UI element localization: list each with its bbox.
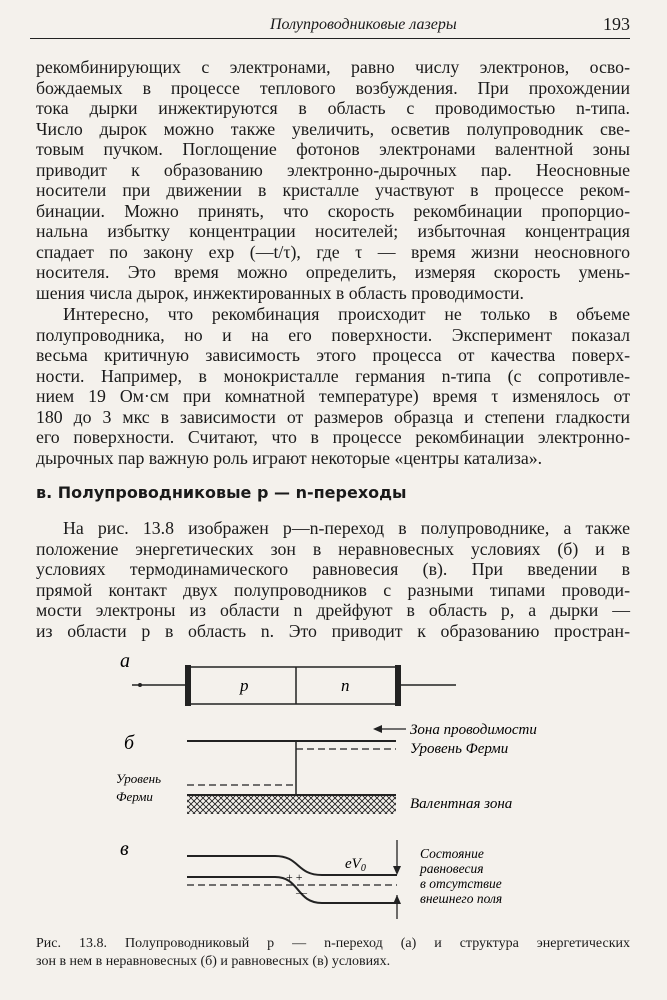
- equilibrium-label-1: Состояние: [420, 846, 484, 861]
- text-line: 180 до 3 мкс в зависимости от размеров образца и степени гладкости: [36, 406, 630, 427]
- paragraph-2: [36, 304, 630, 468]
- potential-label: $eV_0$: [345, 856, 366, 874]
- text-line: его поверхности. Считают, что в процессе рекомбинации электронно-: [36, 427, 630, 448]
- valence-band-hatch: [187, 796, 396, 814]
- caption-line: зон в нем в неравновесных (б) и равновесных (в) условиях.: [36, 954, 391, 969]
- conduction-band-label: Зона проводимости: [410, 722, 537, 738]
- text-line: из области p в область n. Это приводит к образованию простран-: [36, 620, 630, 641]
- right-electrode: [395, 665, 401, 706]
- text-line: прямой контакт двух полупроводников с разными типами проводи-: [36, 579, 630, 600]
- text-line: приводит к образованию электронно-дырочных пар. Неосновные: [36, 159, 630, 180]
- fermi-level-right-label: Уровень Ферми: [410, 741, 509, 757]
- text-line: На рис. 13.8 изображен p—n-переход в полупроводнике, а также: [63, 518, 630, 538]
- caption-line: Рис. 13.8. Полупроводниковый p — n-переход (а) и структура энергетических: [36, 936, 630, 951]
- text-line: полупроводника, но и на его поверхности. Эксперимент показал: [36, 324, 630, 345]
- minus-signs: —: [296, 887, 307, 899]
- label-a: а: [120, 650, 130, 672]
- crystal-body: [187, 667, 397, 704]
- text-line: мости электроны из области n дрейфуют в область p, а дырки —: [36, 600, 630, 621]
- pn-junction-diagram: [110, 645, 580, 935]
- text-line: дырочных пар важную роль играют некоторые «центры катализа».: [36, 447, 543, 468]
- region-n: n: [341, 676, 350, 695]
- plus-signs: + +: [286, 870, 303, 884]
- left-terminal: [138, 683, 142, 687]
- text-line: бинации. Можно принять, что скорость рекомбинации пропорцио-: [36, 200, 630, 221]
- text-line: ности. Например, в монокристалле германия n-типа (с сопротивле-: [36, 365, 630, 386]
- text-line: бождаемых в процессе теплового возбуждения. При прохождении: [36, 77, 630, 98]
- left-electrode: [185, 665, 191, 706]
- text-line: носителя. Это время можно определить, измеряя скорость умень-: [36, 262, 630, 283]
- section-heading: в. Полупроводниковые p — n-переходы: [36, 483, 407, 502]
- text-line: положение энергетических зон в неравновесных условиях (б) и в: [36, 538, 630, 559]
- text-line: нием 19 Ом·см при комнатной температуре) время τ изменялось от: [36, 386, 630, 407]
- fermi-level-left-label-1: Уровень: [116, 771, 162, 786]
- text-line: нальна избытку концентрации носителей; избыточная концентрация: [36, 221, 630, 242]
- figure-caption: [36, 935, 630, 971]
- equilibrium-label-3: в отсутствие: [420, 876, 502, 891]
- arrow-up-icon: [393, 895, 401, 904]
- equilibrium-label-4: внешнего поля: [420, 891, 503, 906]
- text-line: условиях термодинамического равновесия (в). При введении в: [36, 559, 630, 580]
- running-title: Полупроводниковые лазеры: [270, 16, 457, 33]
- text-line: товым пучком. Поглощение фотонов электронами валентной зоны: [36, 139, 630, 160]
- fermi-level-left-label-2: Ферми: [116, 789, 153, 804]
- figure-13-8: [110, 645, 580, 940]
- arrow-down-icon: [393, 866, 401, 875]
- equilibrium-label-2: равновесия: [420, 861, 484, 876]
- text-line: Число дырок можно также увеличить, осветив полупроводник све-: [36, 118, 630, 139]
- paragraph-3: [36, 518, 630, 641]
- text-line: шения числа дырок, инжектированных в область проводимости.: [36, 283, 524, 304]
- page-number: 193: [603, 14, 630, 34]
- text-line: спадает по закону exp (—t/τ), где τ — время жизни неосновного: [36, 241, 630, 262]
- text-line: носители при движении в кристалле участвуют в процессе реком-: [36, 180, 630, 201]
- label-b: б: [124, 732, 135, 754]
- running-header: [30, 14, 630, 39]
- arrow-head-icon: [373, 725, 382, 733]
- text-line: рекомбинирующих с электронами, равно числу электронов, осво-: [36, 57, 630, 77]
- valence-band-label: Валентная зона: [410, 796, 513, 812]
- paragraph-1: [36, 57, 630, 304]
- text-line: Интересно, что рекомбинация происходит не только в объеме: [63, 304, 630, 324]
- text-line: весьма критичную зависимость этого процесса от качества поверх-: [36, 345, 630, 366]
- region-p: p: [240, 676, 249, 695]
- label-v: в: [120, 838, 129, 860]
- text-line: тока дырки инжектируются в область с проводимостью n-типа.: [36, 98, 630, 119]
